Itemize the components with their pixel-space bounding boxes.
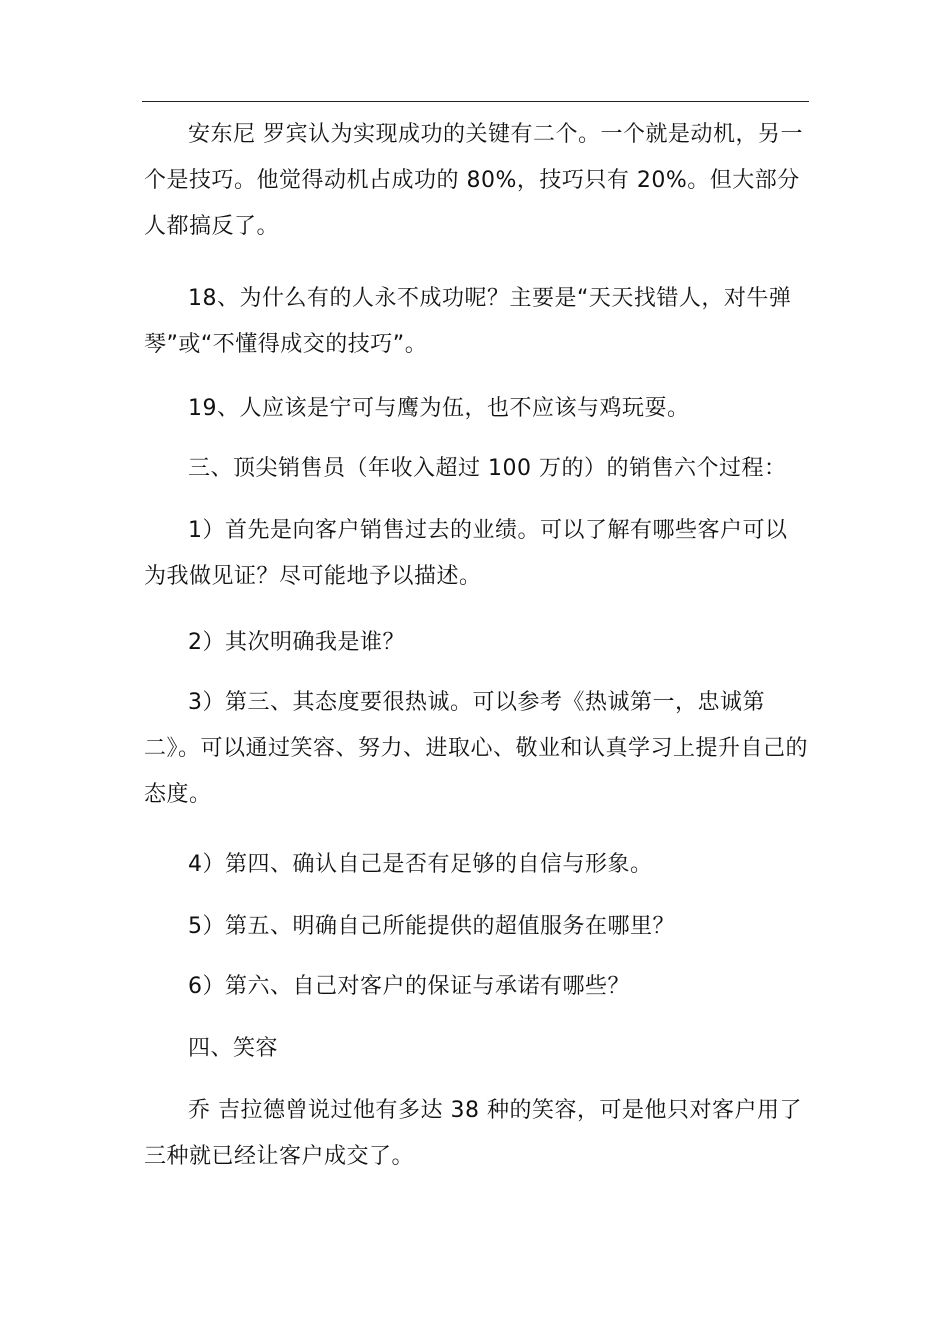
list-item-2: 2）其次明确我是谁？ [188,630,405,655]
paragraph-18: 18、为什么有的人永不成功呢？主要是“天天找错人，对牛弹琴”或“不懂得成交的技巧”。 [144,286,792,357]
header-rule [142,101,809,102]
paragraph-girard: 乔 吉拉德曾说过他有多达 38 种的笑容，可是他只对客户用了三种就已经让客户成交了。 [144,1098,802,1169]
paragraph-robbins: 安东尼 罗宾认为实现成功的关键有二个。一个就是动机，另一个是技巧。他觉得动机占成功的 80%，技巧只有 20%。但大部分人都搞反了。 [144,122,803,239]
section-heading-three: 三、顶尖销售员（年收入超过 100 万的）的销售六个过程： [188,456,787,481]
list-item-3: 3）第三、其态度要很热诚。可以参考《热诚第一，忠诚第二》。可以通过笑容、努力、进取心、敬业和认真学习上提升自己的态度。 [144,690,809,807]
list-item-6: 6）第六、自己对客户的保证与承诺有哪些？ [188,974,630,999]
list-item-1: 1）首先是向客户销售过去的业绩。可以了解有哪些客户可以为我做见证？尽可能地予以描述。 [144,518,788,589]
section-heading-four: 四、笑容 [188,1036,279,1061]
paragraph-19: 19、人应该是宁可与鹰为伍，也不应该与鸡玩耍。 [188,396,690,421]
list-item-4: 4）第四、确认自己是否有足够的自信与形象。 [188,852,653,877]
list-item-5: 5）第五、明确自己所能提供的超值服务在哪里？ [188,914,675,939]
